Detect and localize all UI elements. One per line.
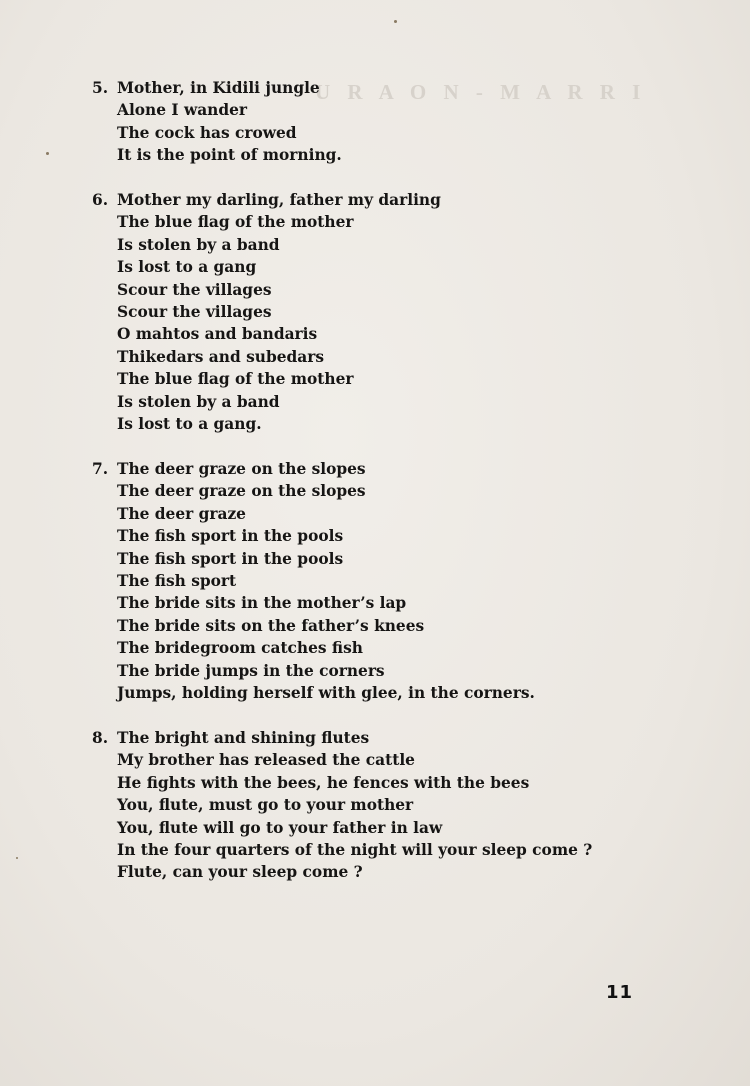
verse-line: Flute, can your sleep come ? (117, 863, 363, 882)
verse-line: The blue flag of the mother (117, 213, 354, 232)
verse-line: The deer graze (117, 504, 246, 523)
verse-line: Is lost to a gang (117, 258, 257, 277)
verse-line: Is stolen by a band (117, 235, 280, 254)
verse-line: The bright and shining flutes (117, 729, 370, 747)
verse-line: The bride jumps in the corners (117, 661, 385, 680)
verse-line: The cock has crowed (117, 123, 297, 142)
verse-line: Scour the villages (117, 280, 272, 299)
verse-line: Thikedars and subedars (117, 347, 325, 366)
stanza-number: 5. (92, 79, 109, 97)
stanza-number: 6. (92, 191, 109, 209)
verse-line: In the four quarters of the night will your sleep come ? (117, 841, 593, 859)
verse-line: The fish sport (117, 572, 237, 590)
verse-line: The fish sport in the pools (117, 549, 344, 568)
verse-line: Is stolen by a band (117, 392, 280, 411)
verse-line: Mother, in Kidili jungle (117, 79, 320, 97)
verse-line: Jumps, holding herself with glee, in the corners. (117, 684, 535, 702)
verse-line: The bride sits on the father’s knees (117, 616, 425, 635)
show-through-heading: U R A O N - M A R R I (315, 80, 647, 104)
verse-line: It is the point of morning. (117, 146, 342, 165)
verse-line: Is lost to a gang. (117, 415, 262, 433)
verse-line: The bride sits in the mother’s lap (117, 594, 407, 613)
verse-line: Mother my darling, father my darling (117, 191, 441, 209)
ink-speck (46, 152, 49, 155)
verse-line: He fights with the bees, he fences with the bees (117, 773, 530, 792)
verse-line: My brother has released the cattle (117, 751, 415, 770)
verse-line: The bridegroom catches fish (117, 639, 363, 658)
page-number: 11 (606, 982, 634, 1003)
verse-line: Alone I wander (117, 101, 248, 120)
stanza-number: 7. (92, 460, 109, 478)
ink-speck (16, 857, 18, 859)
ink-speck (394, 20, 397, 23)
verse-line: O mahtos and bandaris (117, 325, 318, 344)
verse-line: The deer graze on the slopes (117, 482, 366, 501)
verse-line: Scour the villages (117, 303, 272, 321)
verse-line: The fish sport in the pools (117, 527, 344, 546)
verse-line: The blue flag of the mother (117, 370, 354, 389)
stanza-number: 8. (92, 729, 109, 747)
verse-line: The deer graze on the slopes (117, 460, 366, 478)
verse-line: You, flute, must go to your mother (117, 796, 414, 815)
verse-line: You, flute will go to your father in law (117, 818, 443, 837)
